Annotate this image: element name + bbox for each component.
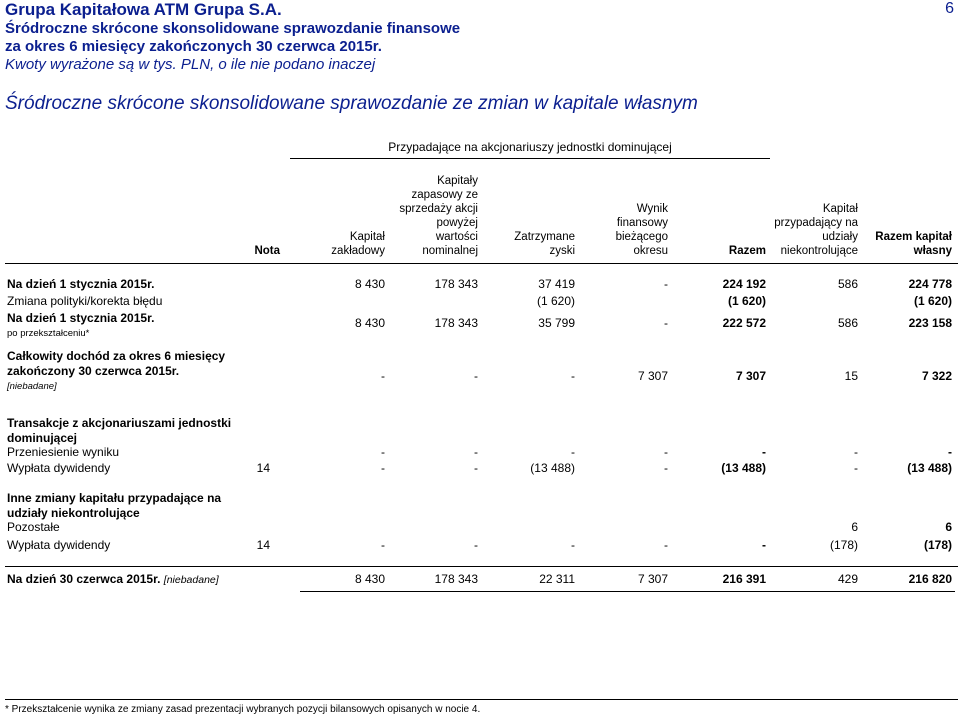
- cell: 224 778: [908, 277, 952, 291]
- section-label: Inne zmiany kapitału przypadające na: [7, 491, 222, 505]
- row-label: Wypłata dywidendy: [7, 461, 111, 475]
- total-divider: [5, 566, 958, 567]
- cell: 223 158: [908, 316, 952, 330]
- row-label-cont: zakończony 30 czerwca 2015r.: [7, 364, 180, 378]
- col-wynik-finansowy: Wynik finansowy bieżącego okresu: [615, 203, 668, 257]
- section-label-cont: udziały niekontrolujące: [7, 506, 140, 520]
- col-kapital-niekontrolujacy: Kapitał przypadający na udziały niekontrolujące: [774, 203, 858, 257]
- row-label: Przeniesienie wyniku: [7, 445, 120, 459]
- cell: (1 620): [913, 294, 952, 308]
- row-label: Zmiana polityki/korekta błędu: [7, 294, 163, 308]
- row-label-block: [7, 311, 154, 341]
- col-zatrzymane-zyski: Zatrzymane zyski: [514, 231, 575, 257]
- cell: 7 322: [921, 369, 952, 383]
- report-name: Śródroczne skrócone skonsolidowane sprawozdanie finansowe: [5, 20, 461, 37]
- cell: (178): [923, 538, 952, 552]
- cell: -: [474, 538, 478, 552]
- row-label: Na dzień 1 stycznia 2015r.: [7, 277, 155, 291]
- cell: -: [854, 445, 858, 459]
- cell: 22 311: [539, 572, 575, 586]
- cell: 6: [945, 520, 952, 534]
- cell: 8 430: [354, 316, 385, 330]
- cell: -: [571, 369, 575, 383]
- cell: (13 488): [721, 461, 766, 475]
- cell: -: [571, 538, 575, 552]
- cell: 216 391: [722, 572, 766, 586]
- cell: (178): [829, 538, 858, 552]
- row-sublabel: po przekształceniu*: [7, 328, 90, 339]
- total-underline: [300, 591, 955, 592]
- cell: 8 430: [354, 572, 385, 586]
- section-label-block: [7, 491, 221, 521]
- cell: -: [664, 461, 668, 475]
- cell: -: [664, 445, 668, 459]
- cell: -: [381, 369, 385, 383]
- cell: -: [474, 445, 478, 459]
- cell: -: [664, 277, 668, 291]
- row-label: Na dzień 30 czerwca 2015r.: [7, 572, 161, 586]
- cell: 35 799: [538, 316, 575, 330]
- cell: -: [381, 461, 385, 475]
- cell: (1 620): [727, 294, 766, 308]
- section-label: Transakcje z akcjonariuszami jednostki: [7, 416, 232, 430]
- cell: 216 820: [908, 572, 952, 586]
- row-label: Wypłata dywidendy: [7, 538, 111, 552]
- row-label: Pozostałe: [7, 520, 60, 534]
- col-razem: Razem: [728, 245, 766, 257]
- page-number: 6: [945, 0, 954, 17]
- statement-title: Śródroczne skrócone skonsolidowane sprawozdanie ze zmian w kapitale własnym: [5, 93, 698, 114]
- cell: 586: [837, 316, 858, 330]
- col-kapitaly-zapasowe: Kapitały zapasowy ze sprzedaży akcji powyżej wartości nominalnej: [399, 175, 478, 257]
- section-label-block: [7, 416, 231, 446]
- cell: 8 430: [354, 277, 385, 291]
- col-kapital-zakladowy: Kapitał zakładowy: [331, 231, 385, 257]
- cell: 37 419: [538, 277, 575, 291]
- cell: 7 307: [735, 369, 766, 383]
- cell: 6: [851, 520, 858, 534]
- cell: -: [762, 538, 766, 552]
- row-sublabel: [niebadane]: [163, 574, 219, 586]
- footnote: * Przekształcenie wynika ze zmiany zasad prezentacji wybranych pozycji bilansowych opisanych w nocie 4.: [5, 704, 481, 715]
- row-sublabel: [niebadane]: [7, 381, 57, 392]
- company-name: Grupa Kapitałowa ATM Grupa S.A.: [5, 0, 282, 19]
- cell: (13 488): [530, 461, 575, 475]
- units-note: Kwoty wyrażone są w tys. PLN, o ile nie podano inaczej: [5, 56, 376, 73]
- cell: -: [664, 316, 668, 330]
- cell: -: [762, 445, 766, 459]
- footnote-divider: [5, 699, 958, 700]
- report-period: za okres 6 miesięcy zakończonych 30 czerwca 2015r.: [5, 38, 382, 55]
- cell: 15: [844, 369, 858, 383]
- cell: 178 343: [434, 316, 478, 330]
- cell: 7 307: [637, 572, 668, 586]
- cell: -: [948, 445, 952, 459]
- cell: 7 307: [637, 369, 668, 383]
- row-label: Na dzień 1 stycznia 2015r.: [7, 311, 155, 325]
- cell: -: [854, 461, 858, 475]
- document-header: [5, 0, 460, 74]
- cell: 222 572: [722, 316, 766, 330]
- cell: 224 192: [722, 277, 766, 291]
- row-label-block: [7, 349, 225, 394]
- cell: -: [474, 369, 478, 383]
- cell-nota: 14: [256, 461, 270, 475]
- header-divider: [5, 263, 958, 264]
- row-label: Całkowity dochód za okres 6 miesięcy: [7, 349, 226, 363]
- cell: (13 488): [907, 461, 952, 475]
- section-label-cont: dominującej: [7, 431, 78, 445]
- cell-nota: 14: [256, 538, 270, 552]
- row-label-block: [7, 572, 219, 588]
- cell: -: [571, 445, 575, 459]
- cell: -: [381, 538, 385, 552]
- cell: 178 343: [434, 572, 478, 586]
- cell: 178 343: [434, 277, 478, 291]
- cell: -: [664, 538, 668, 552]
- group-header: Przypadające na akcjonariuszy jednostki dominującej: [290, 140, 770, 159]
- cell: 586: [837, 277, 858, 291]
- cell: -: [381, 445, 385, 459]
- cell: -: [474, 461, 478, 475]
- cell: (1 620): [536, 294, 575, 308]
- col-nota: Nota: [254, 245, 280, 257]
- col-razem-kapital: Razem kapitał własny: [875, 231, 952, 257]
- cell: 429: [837, 572, 858, 586]
